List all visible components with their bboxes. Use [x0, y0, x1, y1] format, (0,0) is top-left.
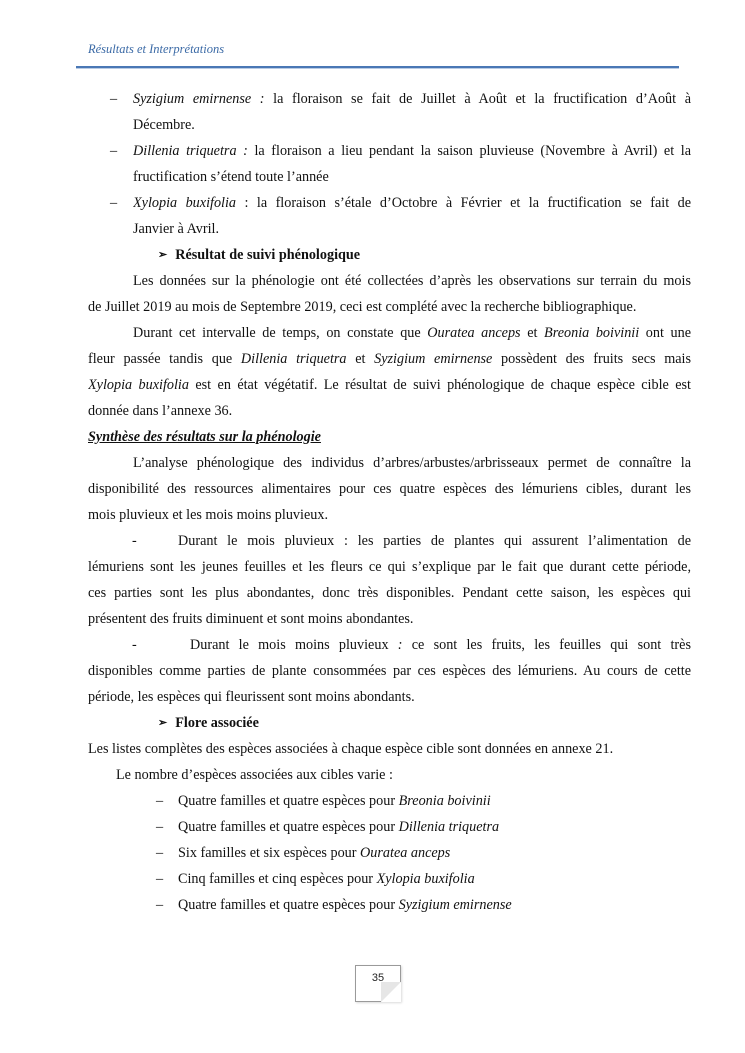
dash-bullet: –: [110, 195, 118, 211]
paragraph-line: mois pluvieux et les mois moins pluvieux.: [88, 507, 328, 523]
dash-bullet: –: [156, 897, 164, 913]
species-name: Xylopia buxifolia: [376, 871, 475, 887]
dash-bullet: –: [156, 845, 164, 861]
text-part: Durant cet intervalle de temps, on constate que: [133, 325, 428, 341]
list-item-continuation: Décembre.: [133, 117, 195, 133]
paragraph-line: disponibilité des ressources alimentaires pour ces quatre espèces des lémuriens cibles, durant les: [88, 481, 691, 497]
species-name: Dillenia triquetra: [398, 819, 500, 835]
text-part: Quatre familles et quatre espèces pour: [178, 819, 399, 835]
paragraph-line: L’analyse phénologique des individus d’arbres/arbustes/arbrisseaux permet de connaître la: [133, 455, 691, 471]
dash-bullet: –: [110, 143, 118, 159]
text-part: Quatre familles et quatre espèces pour: [178, 793, 399, 809]
section-heading-suivi: [158, 242, 360, 268]
text-part: Cinq familles et cinq espèces pour: [178, 871, 377, 887]
paragraph-line: de Juillet 2019 au mois de Septembre 2019, ceci est complété avec la recherche bibliographique.: [88, 299, 637, 315]
species-name: Ouratea anceps: [427, 325, 521, 341]
list-item-text: [178, 814, 499, 840]
species-name: Dillenia triquetra :: [133, 143, 248, 159]
paragraph-line: lémuriens sont les jeunes feuilles et les fleurs ce qui s’explique par le fait que durant cette période,: [88, 559, 691, 575]
page-number-box: [355, 965, 401, 1002]
text-part: Quatre familles et quatre espèces pour: [178, 897, 399, 913]
paragraph-line: Le nombre d’espèces associées aux cibles varie :: [116, 767, 393, 783]
paragraph-line: Durant le mois pluvieux : les parties de plantes qui assurent l’alimentation de: [178, 533, 691, 549]
list-item-text: [178, 788, 491, 814]
list-item-continuation: fructification s’étend toute l’année: [133, 169, 329, 185]
text-part: Six familles et six espèces pour: [178, 845, 361, 861]
dash-bullet: -: [132, 637, 137, 653]
list-item-text: [133, 138, 691, 164]
text-part: possèdent des fruits secs mais: [492, 351, 691, 367]
list-item: [156, 892, 512, 918]
text-part: fleur passée tandis que: [88, 351, 241, 367]
paragraph-line: [88, 372, 691, 398]
paragraph-line: période, les espèces qui fleurissent sont moins abondants.: [88, 689, 415, 705]
list-item-text: [178, 892, 512, 918]
list-item: [0, 86, 745, 112]
text-part: ont une: [639, 325, 691, 341]
list-item: [0, 190, 745, 216]
species-name: Breonia boivinii: [398, 793, 491, 809]
paragraph-line: Les données sur la phénologie ont été collectées d’après les observations sur terrain du mois: [133, 273, 691, 289]
species-name: Xylopia buxifolia: [88, 377, 189, 393]
paragraph-line: disponibles comme parties de plante consommées par ces espèces des lémuriens. Au cours de cette: [88, 663, 691, 679]
text-part: ce sont les fruits, les feuilles qui sont très: [402, 637, 691, 653]
dash-bullet: -: [132, 533, 137, 549]
list-item: [0, 138, 745, 164]
text-part: :: [388, 637, 403, 653]
list-item-text: [133, 190, 691, 216]
paragraph-line: présentent des fruits diminuent et sont moins abondantes.: [88, 611, 414, 627]
species-name: Xylopia buxifolia: [133, 195, 237, 211]
species-name: Breonia boivinii: [544, 325, 640, 341]
section-title: Résultat de suivi phénologique: [175, 247, 361, 263]
species-name: Ouratea anceps: [360, 845, 451, 861]
list-item: [156, 788, 491, 814]
list-item: [156, 814, 500, 840]
paragraph-line: [190, 632, 691, 658]
list-item-text: [133, 86, 691, 112]
species-name: Syzigium emirnense: [374, 351, 493, 367]
text-part: Durant le mois moins pluvieux: [190, 637, 389, 653]
paragraph-line: ces parties sont les plus abondantes, donc très disponibles. Pendant cette saison, les espèces qui: [88, 585, 691, 601]
list-item-text: [178, 866, 475, 892]
list-item-text: [178, 840, 450, 866]
paragraph-line: Les listes complètes des espèces associées à chaque espèce cible sont données en annexe 21.: [88, 741, 614, 757]
paragraph-line: [133, 320, 691, 346]
list-item: [156, 866, 475, 892]
section-heading-flore: [158, 710, 259, 736]
dash-bullet: –: [156, 819, 164, 835]
list-item: [156, 840, 451, 866]
list-item-text-part: : la floraison s’étale d’Octobre à Février et la fructification se fait de: [236, 195, 691, 211]
list-item-text-part: la floraison a lieu pendant la saison pluvieuse (Novembre à Avril) et la: [247, 143, 691, 159]
paragraph-line: [88, 346, 691, 372]
text-part: et: [346, 351, 375, 367]
species-name: Syzigium emirnense :: [133, 91, 265, 107]
list-item-continuation: Janvier à Avril.: [133, 221, 220, 237]
section-title: Flore associée: [175, 715, 259, 731]
dash-bullet: –: [110, 91, 118, 107]
arrow-bullet-icon: ➢: [158, 717, 168, 729]
synthese-heading: Synthèse des résultats sur la phénologie: [88, 429, 321, 445]
species-name: Syzigium emirnense: [398, 897, 512, 913]
arrow-bullet-icon: ➢: [158, 249, 168, 261]
paragraph-line: donnée dans l’annexe 36.: [88, 403, 233, 419]
species-name: Dillenia triquetra: [240, 351, 347, 367]
list-item-text-part: la floraison se fait de Juillet à Août et la fructification d’Août à: [264, 91, 691, 107]
dash-bullet: –: [156, 793, 164, 809]
text-part: est en état végétatif. Le résultat de suivi phénologique de chaque espèce cible est: [188, 377, 691, 393]
page-header-title: Résultats et Interprétations: [88, 42, 225, 56]
header-rule: [76, 66, 679, 68]
page-number: 35: [371, 972, 385, 984]
dash-bullet: –: [156, 871, 164, 887]
text-part: et: [520, 325, 545, 341]
